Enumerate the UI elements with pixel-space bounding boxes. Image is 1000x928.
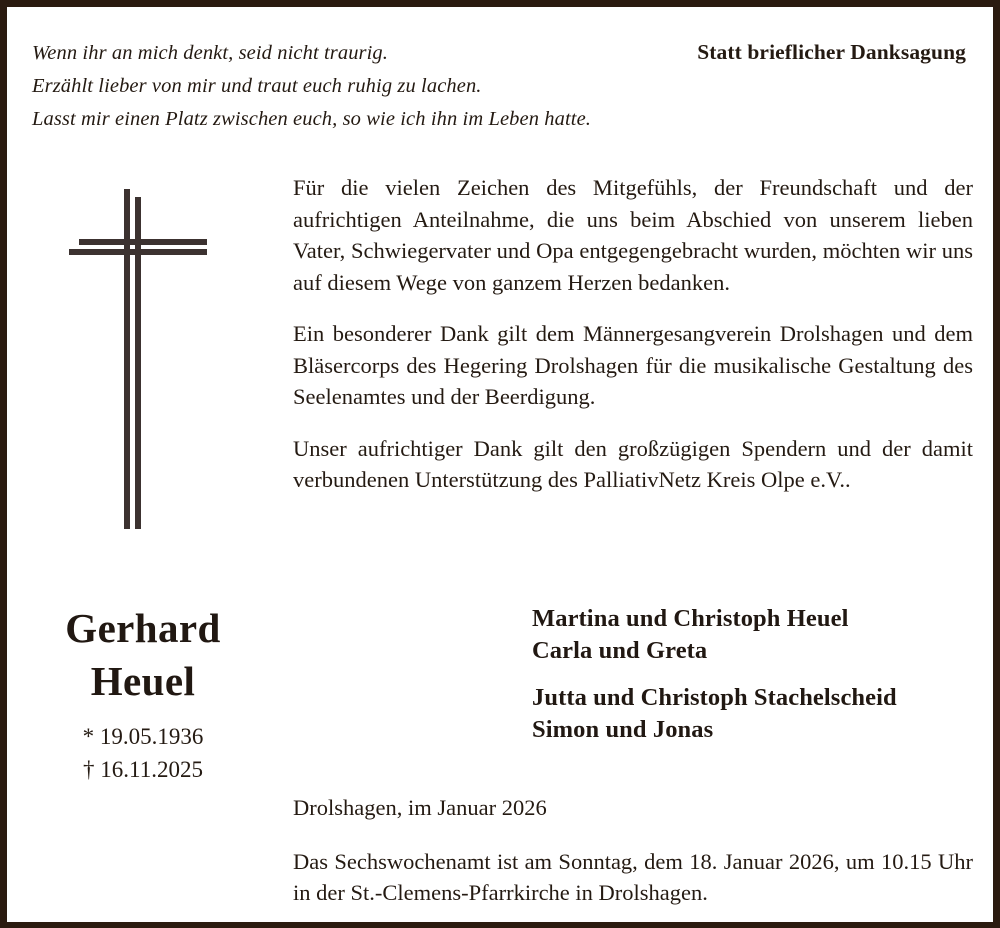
family-group (532, 603, 982, 667)
place-and-date: Drolshagen, im Januar 2026 (293, 795, 547, 820)
memorial-service-info: Das Sechswochenamt ist am Sonntag, dem 18. Januar 2026, um 10.15 Uhr in der St.-Clemens-Pfarrkirche in Drolshagen. (293, 849, 973, 905)
body-paragraph-1: Für die vielen Zeichen des Mitgefühls, der Freundschaft und der aufrichtigen Anteilnahme, die uns beim Abschied von unserem lieben Vater, Schwiegervater und Opa entgegengebracht wurden, möchten wir uns auf diesem Wege von ganzem Herzen bedanken. (293, 175, 973, 295)
memorial-verse (32, 37, 652, 136)
family-group (532, 682, 982, 746)
christian-cross-icon (25, 167, 275, 557)
survivors-list (532, 603, 982, 746)
deceased-last-name: Heuel (90, 658, 196, 704)
deceased-name-block (7, 602, 279, 786)
deceased-dates (7, 720, 279, 786)
survivor-line: Carla und Greta (532, 637, 708, 664)
death-date: † 16.11.2025 (83, 757, 203, 782)
survivor-line: Jutta und Christoph Stachelscheid (532, 684, 897, 711)
body-paragraph-3: Unser aufrichtiger Dank gilt den großzügigen Spendern und der damit verbundenen Unterstützung des PalliativNetz Kreis Olpe e.V.. (293, 435, 973, 492)
notice-footer (293, 793, 973, 908)
birth-date: * 19.05.1936 (82, 724, 204, 749)
thanks-body (293, 172, 973, 496)
body-paragraph-2: Ein besonderer Dank gilt dem Männergesangverein Drolshagen und dem Bläsercorps des Hegering Drolshagen für die musikalische Gestaltung des Seelenamtes und der Beerdigung. (293, 321, 973, 409)
verse-line-1: Wenn ihr an mich denkt, seid nicht traurig. (32, 42, 388, 64)
notice-header (7, 7, 993, 132)
survivor-line: Martina und Christoph Heuel (532, 605, 849, 632)
deceased-first-name: Gerhard (65, 605, 221, 651)
thanks-heading: Statt brieflicher Danksagung (697, 40, 966, 64)
verse-line-3: Lasst mir einen Platz zwischen euch, so wie ich ihn im Leben hatte. (32, 108, 592, 130)
cross-graphic (25, 167, 275, 557)
survivor-line: Simon und Jonas (532, 716, 714, 743)
verse-line-2: Erzählt lieber von mir und traut euch ruhig zu lachen. (32, 75, 482, 97)
